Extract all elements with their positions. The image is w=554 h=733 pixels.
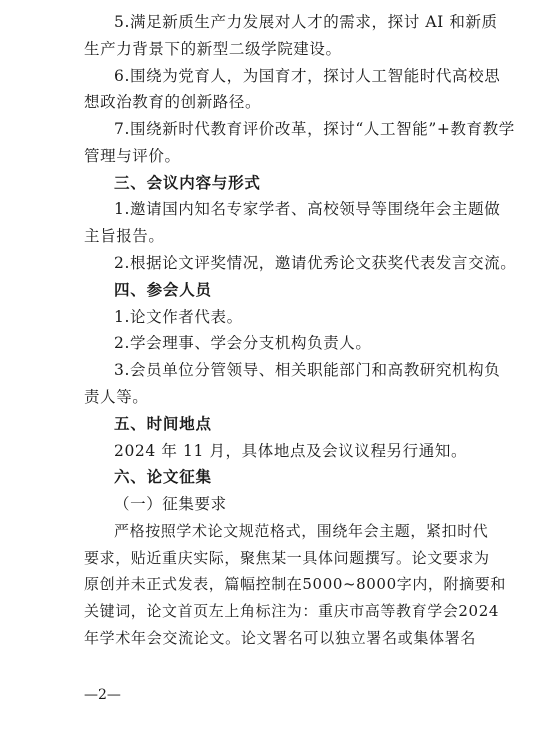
list-item-6: 6.围绕为党育人，为国育才，探讨人工智能时代高校思 bbox=[114, 67, 501, 85]
requirements-line-1: 严格按照学术论文规范格式，围绕年会主题，紧扣时代 bbox=[114, 522, 489, 540]
list-item-6-continued: 想政治教育的创新路径。 bbox=[84, 93, 262, 111]
section-heading-3: 三、会议内容与形式 bbox=[114, 174, 261, 192]
list-item-5: 5.满足新质生产力发展对人才的需求，探讨 AI 和新质 bbox=[114, 13, 498, 31]
page-number: —2— bbox=[84, 687, 121, 703]
requirements-line-2: 要求，贴近重庆实际，聚焦某一具体问题撰写。论文要求为 bbox=[84, 549, 490, 567]
list-item-7: 7.围绕新时代教育评价改革，探讨“人工智能”+教育教学 bbox=[114, 120, 515, 138]
attendee-item-1: 1.论文作者代表。 bbox=[114, 308, 243, 326]
section-heading-4: 四、参会人员 bbox=[114, 281, 212, 299]
requirements-line-5: 年学术年会交流论文。论文署名可以独立署名或集体署名 bbox=[84, 629, 476, 647]
subsection-heading-1: （一）征集要求 bbox=[114, 495, 227, 513]
requirements-line-3: 原创并未正式发表，篇幅控制在5000~8000字内，附摘要和 bbox=[84, 575, 506, 593]
content-item-1-continued: 主旨报告。 bbox=[84, 227, 165, 245]
attendee-item-3-continued: 责人等。 bbox=[84, 388, 149, 406]
attendee-item-3: 3.会员单位分管领导、相关职能部门和高教研究机构负 bbox=[114, 361, 501, 379]
attendee-item-2: 2.学会理事、学会分支机构负责人。 bbox=[114, 334, 372, 352]
section-heading-6: 六、论文征集 bbox=[114, 468, 212, 486]
content-item-2: 2.根据论文评奖情况，邀请优秀论文获奖代表发言交流。 bbox=[114, 254, 517, 272]
content-item-1: 1.邀请国内知名专家学者、高校领导等围绕年会主题做 bbox=[114, 200, 501, 218]
section-heading-5: 五、时间地点 bbox=[114, 415, 212, 433]
list-item-5-continued: 生产力背景下的新型二级学院建设。 bbox=[84, 40, 342, 58]
list-item-7-continued: 管理与评价。 bbox=[84, 147, 181, 165]
time-location-text: 2024 年 11 月，具体地点及会议议程另行通知。 bbox=[114, 442, 468, 460]
requirements-line-4: 关键词，论文首页左上角标注为：重庆市高等教育学会2024 bbox=[84, 602, 499, 620]
